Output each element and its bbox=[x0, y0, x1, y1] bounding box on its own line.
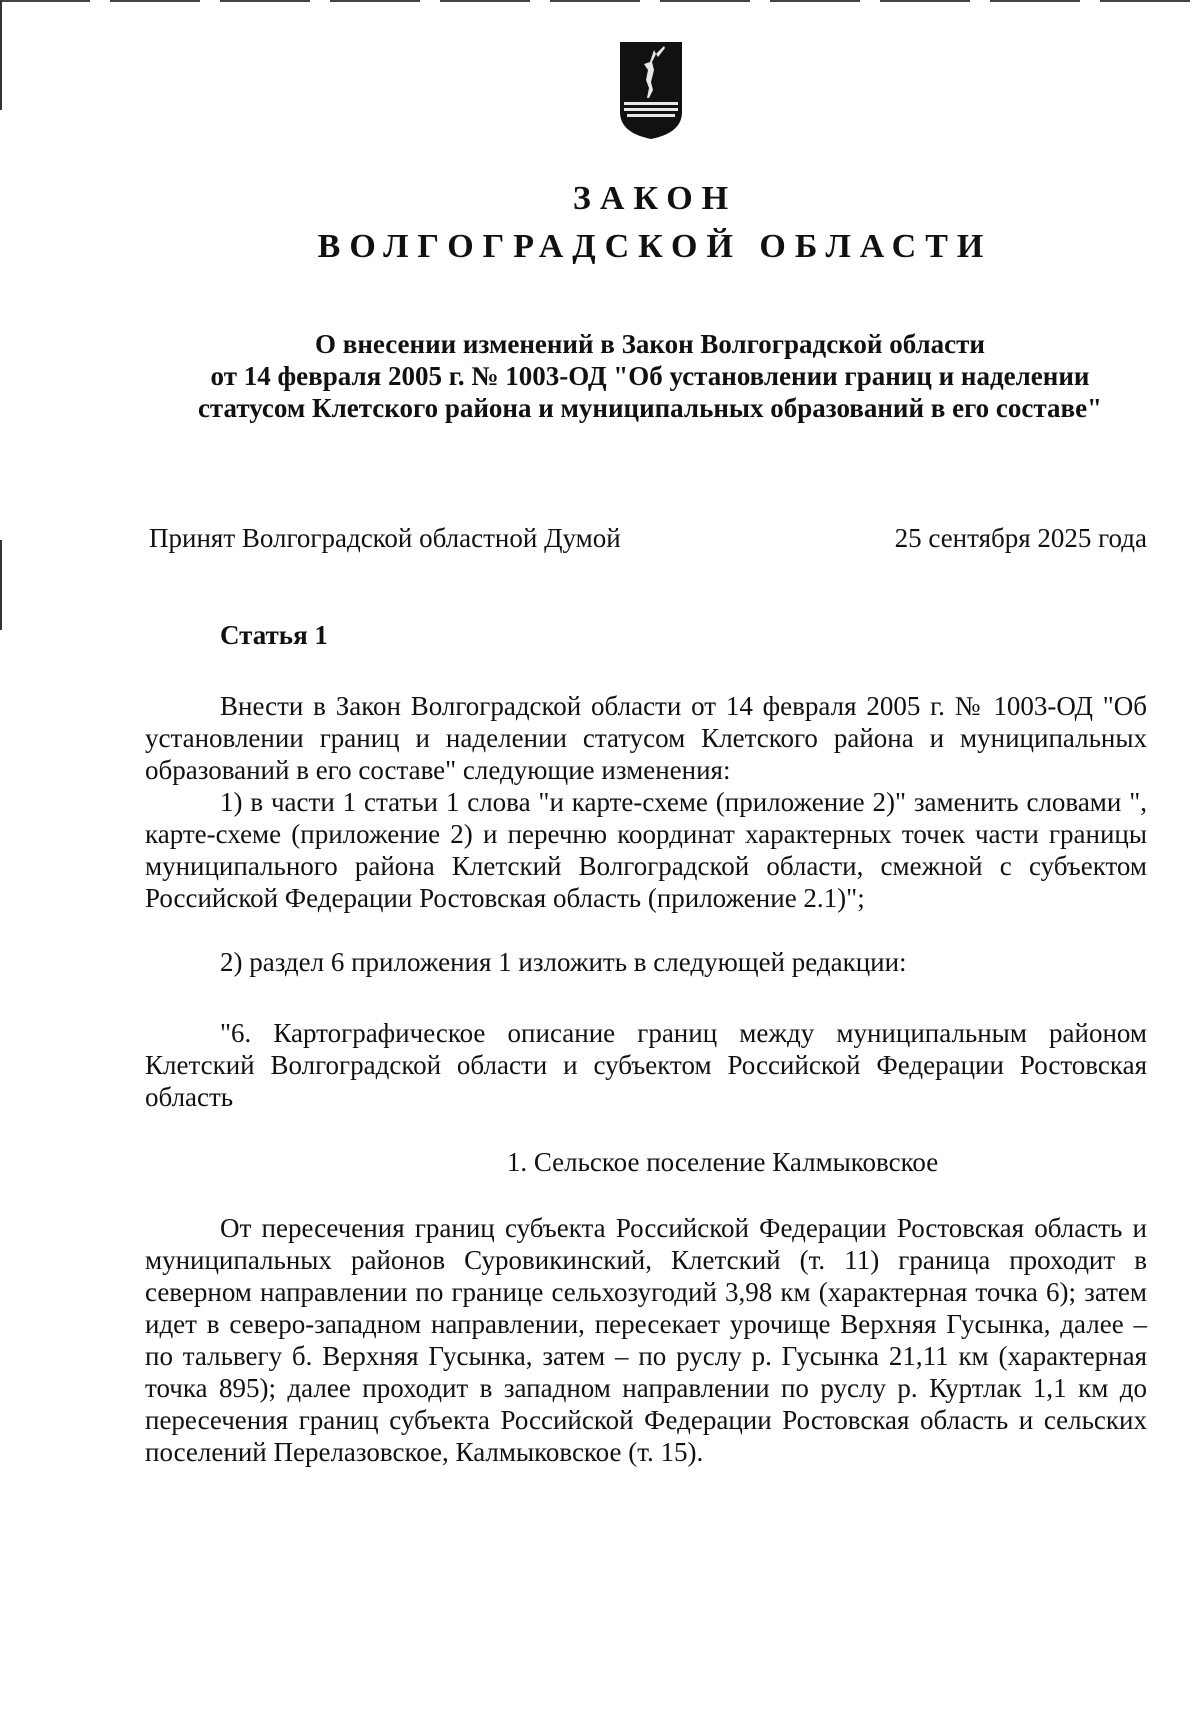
amendment-item-2: 2) раздел 6 приложения 1 изложить в следующей редакции: bbox=[220, 947, 907, 977]
boundary-description: От пересечения границ субъекта Российской Федерации Ростовская область и муниципальных районов Суровикинский, Клетский (т. 11) граница проходит в северном направлении по границе сельхозугодий 3,98 км (характерная точка 6); затем идет в северо-западном направлении, пересекает урочище Верхняя Гусынка, далее – по тальвегу б. Верхняя Гусынка, затем – по руслу р. Гусынка 21,11 км (характерная точка 895); далее проходит в западном направлении по руслу р. Куртлак 1,1 км до пересечения границ субъекта Российской Федерации Ростовская область и сельских поселений Перелазовское, Калмыковское (т. 15). bbox=[145, 1213, 1147, 1467]
document-issuer: ВОЛГОГРАДСКОЙ ОБЛАСТИ bbox=[317, 228, 993, 265]
coat-of-arms-emblem bbox=[618, 40, 684, 140]
article-intro: Внести в Закон Волгоградской области от 14 февраля 2005 г. № 1003-ОД "Об установлении границ и наделении статусом Клетского района и муниципальных образований в его составе" следующие изменения: bbox=[145, 691, 1147, 785]
scan-edge-left-top bbox=[0, 0, 2, 110]
subject-line-1: О внесении изменений в Закон Волгоградской области bbox=[315, 329, 985, 359]
adoption-line bbox=[149, 523, 1147, 554]
subject-line-2: от 14 февраля 2005 г. № 1003-ОД "Об установлении границ и наделении bbox=[210, 361, 1090, 391]
subject-line-3: статусом Клетского района и муниципальных образований в его составе" bbox=[197, 393, 1103, 423]
scan-edge-top bbox=[0, 0, 1200, 2]
adoption-date: 25 сентября 2025 года bbox=[894, 523, 1147, 553]
amendment-item-1: 1) в части 1 статьи 1 слова "и карте-схеме (приложение 2)" заменить словами ", карте-схеме (приложение 2) и перечню координат характерных точек части границы муниципального района Клетский Волгоградской области, смежной с субъектом Российской Федерации Ростовская область (приложение 2.1)"; bbox=[145, 787, 1147, 913]
adopting-body: Принят Волгоградской областной Думой bbox=[149, 523, 621, 553]
settlement-title: 1. Сельское поселение Калмыковское bbox=[506, 1147, 939, 1177]
document-title: ЗАКОН bbox=[572, 180, 738, 217]
document-subject bbox=[150, 328, 1150, 424]
quoted-section-heading: "6. Картографическое описание границ между муниципальным районом Клетский Волгоградской области и субъектом Российской Федерации Ростовская область bbox=[145, 1018, 1147, 1112]
scan-edge-left-mid bbox=[0, 540, 2, 630]
article-heading: Статья 1 bbox=[220, 620, 328, 650]
